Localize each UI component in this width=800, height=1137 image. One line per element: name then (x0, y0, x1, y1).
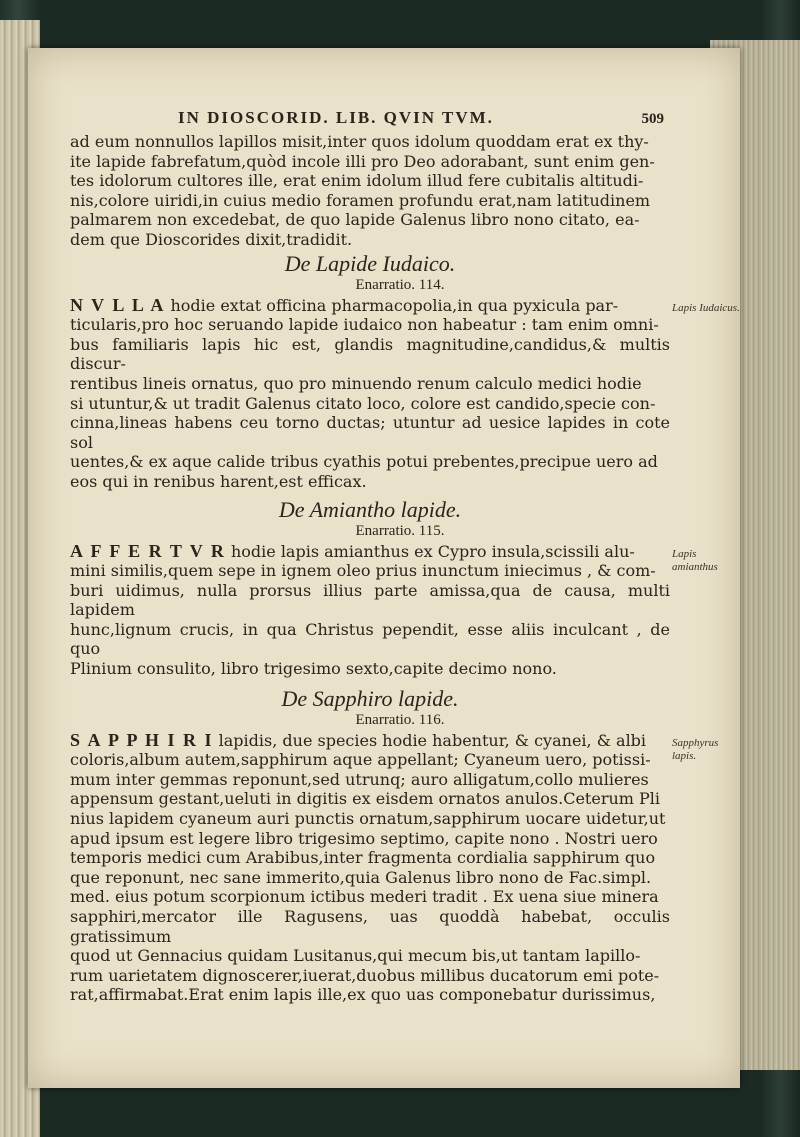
section-title: De Lapide Iudaico. (284, 250, 456, 276)
section-narratio: Enarratio. 116. (355, 711, 445, 728)
margin-note: Lapis Iudaicus. (672, 301, 740, 314)
page-number: 509 (641, 111, 664, 127)
page-content (70, 108, 740, 1005)
margin-note: Sapphyrus lapis. (672, 736, 719, 762)
running-head-title: IN DIOSCORID. LIB. QVIN TVM. (178, 108, 494, 127)
section-title: De Sapphiro lapide. (281, 685, 459, 711)
section-paragraph (70, 542, 670, 679)
section-amianthus (70, 496, 718, 679)
section-narratio: Enarratio. 114. (355, 276, 445, 293)
section-text: lapidis, due species hodie habentur, & cyanei, & albi coloris,album autem,sapphirum aque appellant; Cyaneum uero, potissi- mum inter gemmas reponunt,sed utrunq; auro alligatum,collo mulieres appensum gestant,ueluti in digitis ex eisdem ornatos anulos.Ceterum Pli nius lapidem cyaneum auri punctis ornatum,sapphirum uocare uidetur,ut apud ipsum est legere libro trigesimo septimo, capite nono . Nostri uero temporis medici cum Arabibus,inter fragmenta cordialia sapphirum quo que reponunt, nec sane immerito,quia Galenus libro nono de Fac.simpl. med. eius potum scorpionum ictibus mederi tradit . Ex uena siue minera sapphiri,mercator ille Ragusens, uas quoddà habebat, occulis gratissimum quod ut Gennacius quidam Lusitanus,qui mecum bis,ut tantam lapillo- rum uarietatem dignoscerer,iuerat,duobus millibus ducatorum emi pote- rat,affirmabat.Erat enim lapis ille,ex quo uas componebatur durissimus, (70, 730, 670, 1005)
section-title: De Amiantho lapide. (278, 496, 462, 522)
section-text: hodie extat officina pharmacopolia,in qua pyxicula par- ticularis,pro hoc seruando lapide iudaico non habeatur : tam enim omni- bus familiaris lapis hic est, glandis magnitudine,candidus,& multis discur- rentibus lineis ornatus, quo pro minuendo renum calculo medici hodie si utuntur,& ut tradit Galenus citato loco, colore est candido,specie con- cinna,lineas habens ceu torno ductas; utuntur ad uesice lapides in cote sol uentes,& ex aque calide tribus cyathis potui prebentes,precipue uero ad eos qui in renibus harent,est efficax. (70, 295, 670, 491)
intro-paragraph: ad eum nonnullos lapillos misit,inter quos idolum quoddam erat ex thy- ite lapide fabrefatum,quòd incole illi pro Deo adorabant, sunt enim gen- tes idolorum cultores ille, erat enim idolum illud fere cubitalis altitudi- nis,colore uiridi,in cuius medio foramen profundu erat,nam latitudinem palmarem non excedebat, de quo lapide Galenus libro nono citato, ea- dem que Dioscorides dixit,tradidit. (70, 132, 655, 249)
margin-note: Lapis amianthus (672, 547, 718, 573)
book-page (28, 48, 740, 1088)
section-text: hodie lapis amianthus ex Cypro insula,scissili alu- mini similis,quem sepe in ignem oleo prius inunctum iniecimus , & com- buri uidimus, nulla prorsus illius parte amissa,qua de causa, multi lapidem hunc,lignum crucis, in qua Christus pependit, esse aliis inculcant , de quo Plinium consulito, libro trigesimo sexto,capite decimo nono. (70, 541, 670, 679)
section-paragraph (70, 731, 670, 1005)
section-lead-words: A F F E R T V R (70, 540, 226, 561)
section-lead-words: N V L L A (70, 294, 166, 315)
section-paragraph (70, 296, 670, 492)
section-lapis-iudaicus (70, 250, 740, 492)
section-narratio: Enarratio. 115. (355, 522, 445, 539)
running-head (70, 108, 670, 132)
section-sapphirus (70, 685, 719, 1005)
section-lead-words: S A P P H I R I (70, 729, 214, 750)
